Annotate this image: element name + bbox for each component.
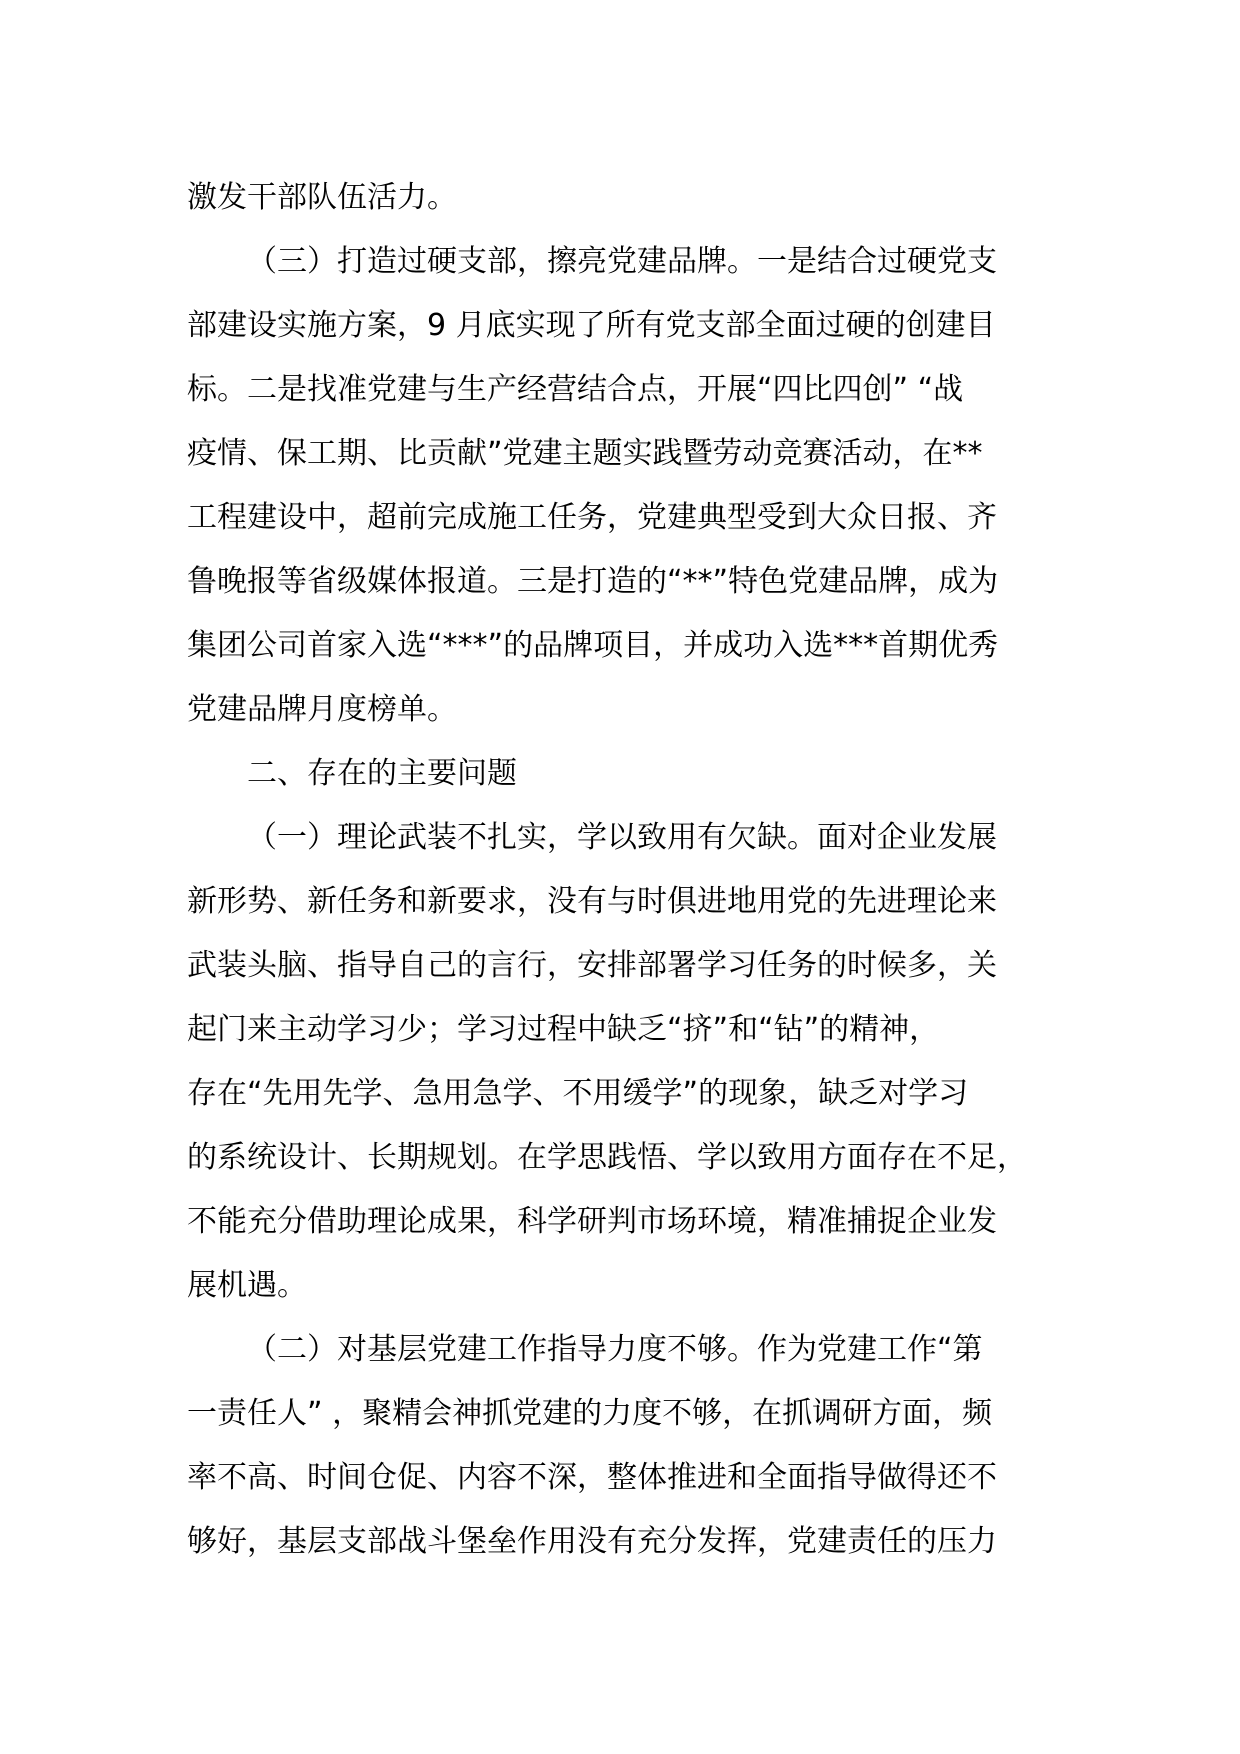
text-line: 部建设实施方案，9 月底实现了所有党支部全面过硬的创建目	[187, 308, 996, 343]
text-line: 新形势、新任务和新要求，没有与时俱进地用党的先进理论来	[187, 884, 997, 919]
text-line: 存在“先用先学、急用急学、不用缓学”的现象，缺乏对学习	[187, 1076, 969, 1111]
text-line: 标。二是找准党建与生产经营结合点，开展“四比四创” “战	[187, 372, 964, 407]
text-line: 工程建设中，超前完成施工任务，党建典型受到大众日报、齐	[187, 500, 997, 535]
text-line: 够好，基层支部战斗堡垒作用没有充分发挥，党建责任的压力	[187, 1524, 997, 1559]
text-line: （一）理论武装不扎实，学以致用有欠缺。面对企业发展	[247, 820, 997, 855]
text-line: （二）对基层党建工作指导力度不够。作为党建工作“第	[247, 1332, 983, 1367]
text-line: 武装头脑、指导自己的言行，安排部署学习任务的时候多，关	[187, 948, 997, 983]
section-heading: 二、存在的主要问题	[247, 756, 517, 791]
document-body	[187, 166, 1067, 1574]
text-line: 起门来主动学习少；学习过程中缺乏“挤”和“钻”的精神，	[187, 1012, 940, 1047]
text-line: 鲁晚报等省级媒体报道。三是打造的“**”特色党建品牌，成为	[187, 564, 999, 599]
text-line: 展机遇。	[187, 1268, 307, 1303]
text-line: 一责任人” ，聚精会神抓党建的力度不够，在抓调研方面，频	[187, 1396, 993, 1431]
text-line: 不能充分借助理论成果，科学研判市场环境，精准捕捉企业发	[187, 1204, 997, 1239]
text-line: 疫情、保工期、比贡献”党建主题实践暨劳动竞赛活动，在**	[187, 436, 983, 471]
text-line: （三）打造过硬支部，擦亮党建品牌。一是结合过硬党支	[247, 244, 997, 279]
text-line: 的系统设计、长期规划。在学思践悟、学以致用方面存在不足，	[187, 1140, 1027, 1175]
text-line: 集团公司首家入选“***”的品牌项目，并成功入选***首期优秀	[187, 628, 999, 663]
text-line: 激发干部队伍活力。	[187, 180, 457, 215]
text-line: 党建品牌月度榜单。	[187, 692, 457, 727]
text-line: 率不高、时间仓促、内容不深，整体推进和全面指导做得还不	[187, 1460, 997, 1495]
